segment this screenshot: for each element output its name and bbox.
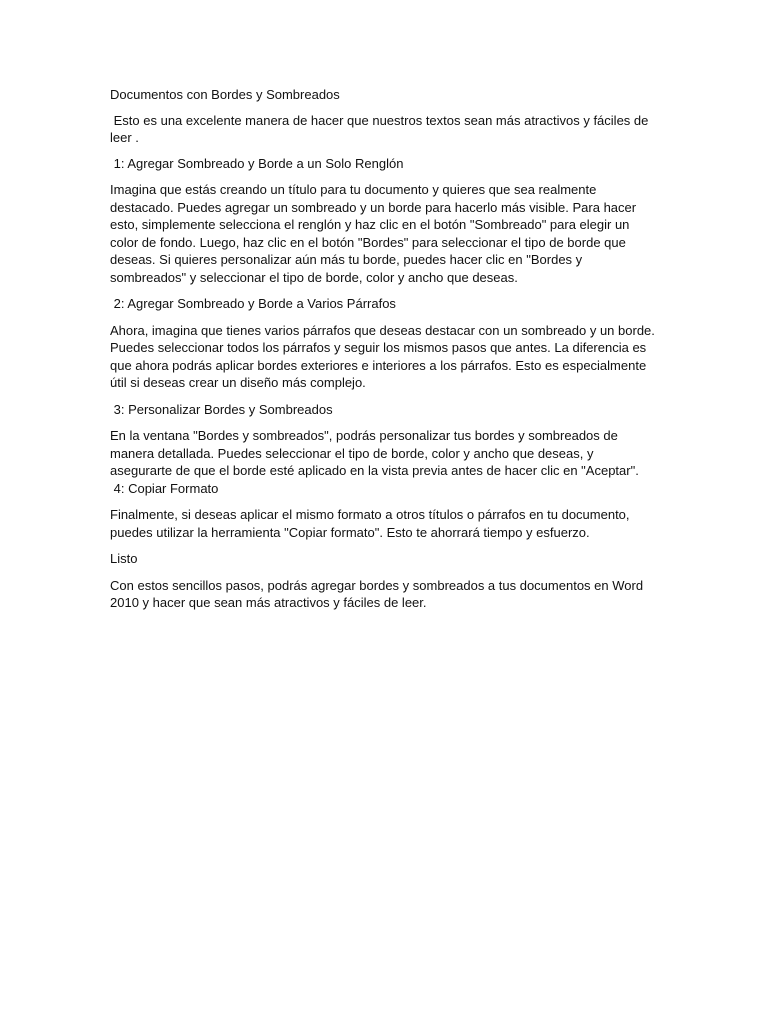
section-body-2: Ahora, imagina que tienes varios párrafos que deseas destacar con un sombreado y un borde. Puedes seleccionar todos los párrafos y seguir los mismos pasos que antes. La diferencia es que ahora podrás aplicar bordes exteriores e interiores a los párrafos. Esto es especialmente útil si deseas crear un diseño más complejo. xyxy=(110,322,659,390)
document-page xyxy=(110,86,659,621)
closing-label: Listo xyxy=(110,551,138,566)
section-heading-1: 1: Agregar Sombreado y Borde a un Solo Renglón xyxy=(110,155,404,171)
intro-paragraph: Esto es una excelente manera de hacer que nuestros textos sean más atractivos y fáciles de leer . xyxy=(110,112,652,145)
document-title: Documentos con Bordes y Sombreados xyxy=(110,87,340,102)
section-body-3: En la ventana "Bordes y sombreados", podrás personalizar tus bordes y sombreados de manera detallada. Puedes seleccionar el tipo de borde, color y ancho que deseas, y asegurarte de que el borde esté aplicado en la vista previa antes de hacer clic en "Aceptar". xyxy=(110,428,639,478)
section-body-4: Finalmente, si deseas aplicar el mismo formato a otros títulos o párrafos en tu documento, puedes utilizar la herramienta "Copiar formato". Esto te ahorrará tiempo y esfuerzo. xyxy=(110,507,634,540)
section-heading-3: 3: Personalizar Bordes y Sombreados xyxy=(110,401,333,417)
section-heading-2: 2: Agregar Sombreado y Borde a Varios Párrafos xyxy=(110,296,396,311)
section-heading-4: 4: Copiar Formato xyxy=(110,480,219,496)
closing-paragraph: Con estos sencillos pasos, podrás agregar bordes y sombreados a tus documentos en Word 2010 y hacer que sean más atractivos y fáciles de leer. xyxy=(110,577,647,610)
section-body-1: Imagina que estás creando un título para tu documento y quieres que sea realmente destacado. Puedes agregar un sombreado y un borde para hacerlo más visible. Para hacer esto, simplemente selecciona el renglón y haz clic en el botón "Sombreado" para elegir un color de fondo. Luego, haz clic en el botón "Bordes" para seleccionar el tipo de borde que deseas. Si quieres personalizar aún más tu borde, puedes hacer clic en "Bordes y sombreados" y seleccionar el tipo de borde, color y ancho que deseas. xyxy=(110,182,640,285)
